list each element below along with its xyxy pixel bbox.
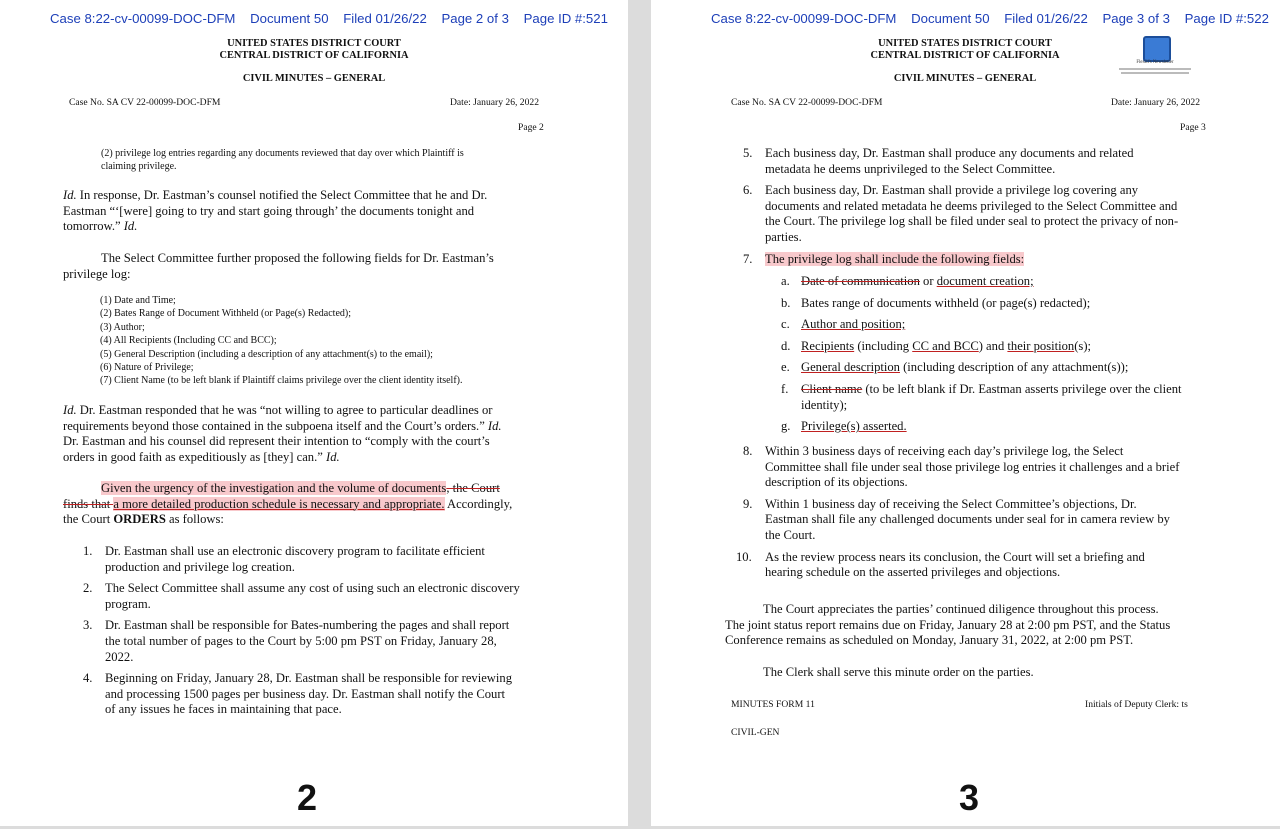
case-no: Case No. SA CV 22-00099-DOC-DFM — [731, 97, 883, 108]
newsletter-logo-icon — [1143, 36, 1171, 62]
court-name: UNITED STATES DISTRICT COURT — [227, 38, 401, 49]
document-page-2 — [0, 0, 628, 826]
filing-header — [50, 11, 619, 26]
order-item — [83, 671, 563, 718]
page-of: Page 2 of 3 — [441, 11, 509, 26]
case-number-header: Case 8:22-cv-00099-DOC-DFM — [711, 11, 897, 26]
item-number: 7. — [743, 251, 753, 266]
document-number: Document 50 — [250, 11, 329, 26]
highlighted-text: a more detailed production schedule is necessary and appropriate. — [113, 496, 445, 511]
page-number: 3 — [959, 777, 980, 818]
item-letter: c. — [781, 317, 790, 332]
text: Recipients — [801, 338, 855, 353]
text: Bates range of documents withheld (or page(s) redacted); — [801, 295, 1091, 310]
field-item: (4) All Recipients (Including CC and BCC); — [100, 335, 277, 347]
text-line: As the review process nears its conclusion, the Court will set a briefing and — [765, 549, 1145, 564]
orders-list-continued-2 — [736, 444, 1223, 587]
text-line: Eastman shall file any challenged documents under seal for in camera review by — [765, 512, 1170, 527]
text-line: the Court — [63, 512, 114, 527]
field-item — [781, 360, 1231, 376]
text: (s); — [1074, 338, 1092, 353]
document-number: Document 50 — [911, 11, 990, 26]
text-line: Conference remains as scheduled on Monday, January 31, 2022, at 2:00 pm PST. — [725, 633, 1134, 648]
id-cite: Id. — [63, 403, 77, 417]
highlighted-text: The privilege log shall include the following fields: — [765, 251, 1025, 266]
text-line: the total number of pages to the Court by 5:00 pm PST on Friday, January 28, — [105, 633, 497, 648]
text-line: and processing 1500 pages per business day. Dr. Eastman shall notify the Court — [105, 686, 506, 701]
civil-gen: CIVIL-GEN — [731, 727, 780, 738]
quote-line: (2) privilege log entries regarding any documents reviewed that day over which Plaintiff is — [101, 148, 464, 159]
text-line: parties. — [765, 229, 802, 244]
item-number: 9. — [743, 496, 753, 511]
text-line: Within 3 business days of receiving each day’s privilege log, the Select — [765, 444, 1124, 458]
item-letter: b. — [781, 295, 791, 310]
text: ) and — [978, 338, 1008, 353]
court-name: UNITED STATES DISTRICT COURT — [878, 38, 1052, 49]
text-line: as follows: — [165, 512, 224, 527]
closing-paragraph — [725, 602, 1170, 649]
order-item — [743, 444, 1223, 491]
field-item — [781, 339, 1231, 355]
text: General description — [801, 360, 900, 375]
order-date: Date: January 26, 2022 — [1111, 97, 1200, 108]
orders-list — [83, 544, 563, 724]
text-line: requirements beyond those contained in the subpoena itself and the Court’s orders.” — [63, 418, 485, 433]
text: Author and position; — [801, 317, 906, 332]
filing-header — [711, 11, 1280, 26]
text-line: documents and related metadata he deems privileged to the Select Committee and — [765, 198, 1178, 213]
orders-list-continued — [743, 146, 1223, 273]
order-item — [83, 581, 563, 612]
text-line: In response, Dr. Eastman’s counsel notified the Select Committee that he and Dr. — [76, 188, 488, 202]
item-number: 8. — [743, 444, 753, 458]
field-item: (3) Author; — [100, 321, 145, 333]
text-line: the Court. — [765, 527, 816, 542]
logo-title: Flexill's Newsletter — [1136, 60, 1174, 65]
item-letter: e. — [781, 360, 790, 375]
text: (including description of any attachment(s)); — [899, 360, 1129, 375]
item-letter: a. — [781, 274, 790, 288]
text-line: Dr. Eastman shall be responsible for Bates-numbering the pages and shall report — [105, 618, 510, 633]
item-letter: g. — [781, 419, 791, 434]
newsletter-logo-caption — [1113, 60, 1197, 76]
logo-line — [1119, 68, 1191, 70]
text: document creation; — [936, 274, 1034, 288]
minutes-form: MINUTES FORM 11 — [731, 699, 815, 710]
proposed-fields-list — [100, 294, 463, 388]
order-item — [743, 146, 1223, 177]
text-line: metadata he deems unprivileged to the Select Committee. — [765, 161, 1056, 176]
item-number: 6. — [743, 183, 753, 198]
clerk-initials: Initials of Deputy Clerk: ts — [1085, 699, 1188, 710]
order-item — [736, 549, 1223, 581]
text-line: Each business day, Dr. Eastman shall produce any documents and related — [765, 146, 1134, 160]
text-line: The Select Committee further proposed the following fields for Dr. Eastman’s — [101, 251, 494, 265]
order-item — [743, 497, 1223, 544]
text-line: identity); — [801, 397, 848, 412]
text-line: privilege log: — [63, 266, 131, 281]
text-line: hearing schedule on the asserted privileges and objections. — [765, 565, 1061, 580]
page-id: Page ID #:521 — [523, 11, 608, 26]
id-cite: Id. — [322, 449, 340, 464]
highlighted-text: Given the urgency of the investigation and the volume of documents — [101, 481, 447, 495]
id-cite: Id. — [484, 418, 502, 433]
page-label: Page 2 — [518, 122, 544, 133]
log-fields-list — [781, 274, 1231, 441]
paragraph-fields-intro — [63, 251, 494, 282]
text-line: finds that — [63, 496, 114, 511]
text-line: description of its objections. — [765, 475, 908, 490]
text-line: Beginning on Friday, January 28, Dr. Eastman shall be responsible for reviewing — [105, 671, 512, 686]
text-line: production and privilege log creation. — [105, 559, 295, 574]
quote-line: claiming privilege. — [101, 161, 177, 173]
id-cite: Id. — [63, 188, 77, 202]
text-line: orders in good faith as expeditiously as [they] can.” — [63, 449, 323, 464]
field-item — [781, 382, 1231, 413]
id-cite: Id. — [120, 219, 138, 234]
filed-date: Filed 01/26/22 — [1004, 11, 1088, 26]
text-line: Eastman “‘[were] going to try and start going through’ the documents tonight and — [63, 203, 475, 218]
text: Client name — [801, 381, 863, 396]
case-no: Case No. SA CV 22-00099-DOC-DFM — [69, 97, 221, 108]
text-line: program. — [105, 596, 151, 611]
field-item: (2) Bates Range of Document Withheld (or Page(s) Redacted); — [100, 308, 352, 320]
item-number: 4. — [83, 671, 93, 686]
order-item — [83, 544, 563, 575]
text-line: the Court. The privilege log shall be filed under seal to protect the privacy of non- — [765, 214, 1179, 229]
order-item — [743, 183, 1223, 245]
text-line: Dr. Eastman and his counsel did represent their intention to “comply with the court’s — [63, 434, 490, 449]
text-line: , the Court — [446, 481, 500, 495]
orders-bold: ORDERS — [113, 512, 166, 527]
text-line: 2022. — [105, 649, 134, 664]
item-number: 1. — [83, 544, 93, 558]
field-item: (5) General Description (including a description of any attachment(s) to the email); — [100, 348, 433, 360]
paragraph-eastman-response — [63, 403, 502, 465]
item-number: 10. — [736, 549, 752, 564]
item-number: 2. — [83, 581, 93, 596]
field-item: (1) Date and Time; — [100, 295, 176, 306]
field-item — [781, 274, 1231, 290]
text-line: The Court appreciates the parties’ continued diligence throughout this process. — [763, 602, 1159, 616]
quoted-text — [101, 147, 464, 174]
text: (to be left blank if Dr. Eastman asserts privilege over the client — [862, 381, 1182, 396]
order-item — [83, 618, 563, 665]
text: Date of communication — [801, 274, 920, 288]
item-number: 3. — [83, 618, 93, 633]
text-line: Within 1 business day of receiving the Select Committee’s objections, Dr. — [765, 496, 1137, 511]
text-line: Each business day, Dr. Eastman shall provide a privilege log covering any — [765, 183, 1139, 198]
text: CC and BCC — [912, 338, 979, 353]
field-item: (7) Client Name (to be left blank if Plaintiff claims privilege over the client identity itself). — [100, 375, 463, 387]
court-district: CENTRAL DISTRICT OF CALIFORNIA — [870, 50, 1060, 61]
case-number-header: Case 8:22-cv-00099-DOC-DFM — [50, 11, 236, 26]
text-line: Committee shall file under seal those privilege log entries it challenges and a brief — [765, 459, 1180, 474]
item-letter: d. — [781, 338, 791, 353]
text: their position — [1007, 338, 1075, 353]
item-letter: f. — [781, 381, 789, 396]
order-item — [743, 252, 1223, 268]
filed-date: Filed 01/26/22 — [343, 11, 427, 26]
field-item — [781, 296, 1231, 312]
paragraph-findings — [63, 481, 512, 528]
field-item — [781, 419, 1231, 435]
text-line: The Select Committee shall assume any cost of using such an electronic discovery — [105, 581, 520, 596]
text-line: tomorrow.” — [63, 219, 121, 234]
court-district: CENTRAL DISTRICT OF CALIFORNIA — [219, 50, 409, 61]
civil-minutes-title: CIVIL MINUTES – GENERAL — [242, 73, 386, 84]
item-number: 5. — [743, 146, 753, 160]
logo-line — [1121, 72, 1189, 74]
text: or — [919, 274, 937, 288]
field-item: (6) Nature of Privilege; — [100, 362, 194, 374]
paragraph-response — [63, 188, 487, 235]
page-id: Page ID #:522 — [1184, 11, 1269, 26]
page-number: 2 — [297, 777, 318, 818]
text: (including — [854, 338, 913, 353]
order-date: Date: January 26, 2022 — [450, 97, 539, 108]
text: Privilege(s) asserted. — [801, 419, 907, 434]
page-label: Page 3 — [1180, 122, 1206, 133]
document-page-3 — [651, 0, 1280, 826]
civil-minutes-title: CIVIL MINUTES – GENERAL — [893, 73, 1037, 84]
clerk-instruction: The Clerk shall serve this minute order on the parties. — [763, 665, 1034, 679]
field-item — [781, 317, 1231, 333]
text-line: Dr. Eastman responded that he was “not willing to agree to particular deadlines or — [76, 403, 493, 417]
text-line: of any issues he faces in maintaining that pace. — [105, 702, 342, 717]
page-of: Page 3 of 3 — [1102, 11, 1170, 26]
text-line: The joint status report remains due on Friday, January 28 at 2:00 pm PST, and the Status — [725, 617, 1171, 632]
text-line: Dr. Eastman shall use an electronic discovery program to facilitate efficient — [105, 544, 485, 558]
text-line: Accordingly, — [444, 496, 513, 511]
